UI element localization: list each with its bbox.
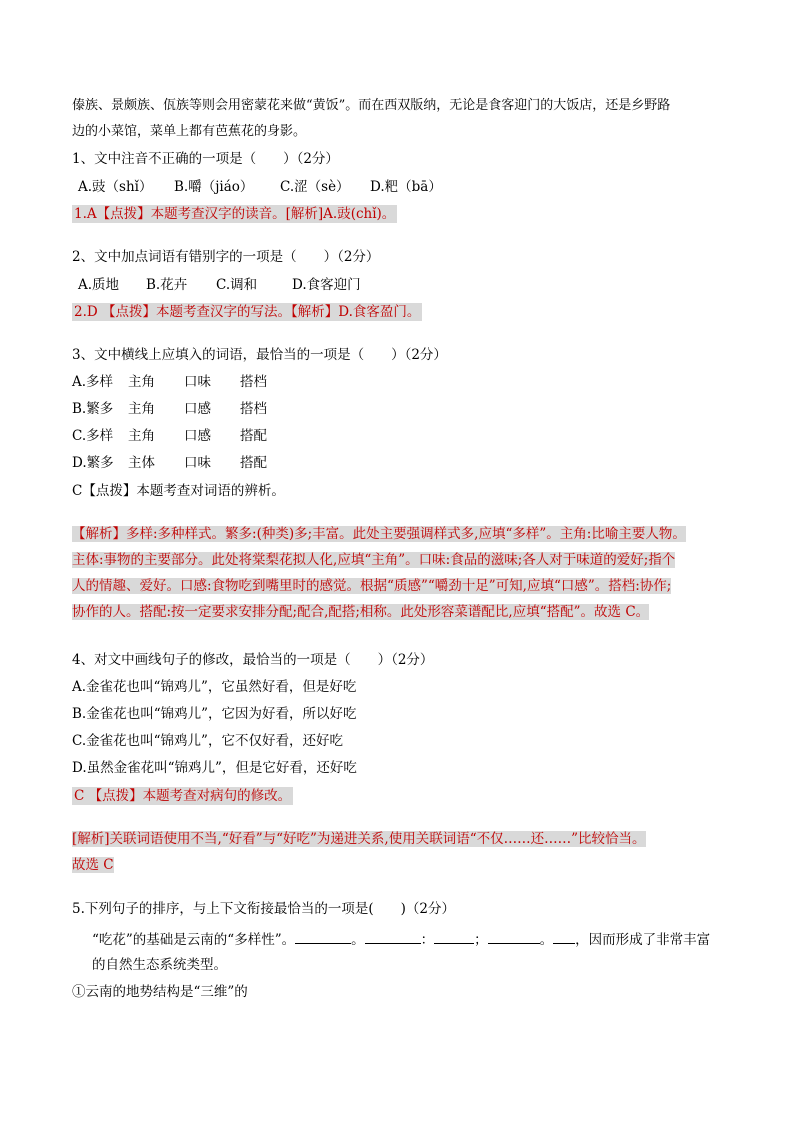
- q3-answer: C【点拨】本题考查对词语的辨析。: [72, 483, 285, 499]
- q3-a-4: 搭档: [240, 374, 267, 390]
- q3-d-1: D.繁多: [72, 455, 114, 471]
- q2-stem: 2、文中加点词语有错别字的一项是（ ）（2分）: [72, 249, 380, 265]
- q3-b-4: 搭档: [240, 401, 267, 417]
- q5-blank-3: [434, 929, 474, 944]
- q3-b-1: B.繁多: [72, 401, 114, 417]
- q3-b-3: 口感: [184, 401, 211, 417]
- q3-c-1: C.多样: [72, 428, 114, 444]
- q5-text-b: ，因而形成了非常丰富: [575, 932, 711, 948]
- q2-answer-text: 2.D 【点拨】本题考查汉字的写法。【解析】D.食客盈门。: [74, 304, 421, 320]
- q5-sep-1: 。: [351, 932, 365, 948]
- q2-option-c: C.调和: [216, 277, 258, 293]
- q3-d-3: 口味: [184, 455, 211, 471]
- q4-analysis: [72, 826, 722, 878]
- intro-line-1: 傣族、景颇族、佤族等则会用密蒙花来做“黄饭”。而在西双版纳，无论是食客迎门的大饭店，还是乡野路: [72, 98, 671, 113]
- q5-sep-2: ：: [420, 932, 435, 948]
- q3-option-c: [72, 426, 267, 446]
- q3-analysis-line-2: 主体:事物的主要部分。此处将棠梨花拟人化,应填“主角”。口味:食品的滋味;各人对于味道的爱好;指个: [72, 552, 676, 568]
- q3-a-3: 口味: [184, 374, 211, 390]
- q4-option-c: C.金雀花也叫“锦鸡儿”，它不仅好看，还好吃: [72, 733, 343, 749]
- q1-stem: 1、文中注音不正确的一项是（ ）（2分）: [72, 151, 339, 167]
- q3-analysis-line-4: 协作的人。搭配:按一定要求安排分配;配合,配搭;相称。此处形容菜谱配比,应填“搭配”。故选 C。: [72, 604, 650, 620]
- q4-answer: [72, 786, 293, 806]
- q1-answer-text: 1.A【点拨】本题考查汉字的读音。[解析]A.豉(chǐ)。: [74, 206, 396, 222]
- q5-sep-4: 。: [539, 932, 554, 948]
- q4-analysis-line-2: 故选 C: [72, 857, 114, 873]
- q3-b-2: 主角: [128, 401, 155, 417]
- q3-option-d: [72, 453, 267, 473]
- q3-c-3: 口感: [184, 428, 211, 444]
- q5-passage-line-2: 的自然生态系统类型。: [92, 957, 227, 973]
- q3-c-2: 主角: [128, 428, 155, 444]
- q1-option-c: C.涩（sè）: [280, 179, 350, 195]
- q3-d-2: 主体: [128, 455, 155, 471]
- q4-stem: 4、对文中画线句子的修改，最恰当的一项是（ ）（2分）: [72, 652, 434, 668]
- q4-option-b: B.金雀花也叫“锦鸡儿”，它因为好看，所以好吃: [72, 706, 357, 722]
- q3-d-4: 搭配: [240, 455, 267, 471]
- q3-analysis-line-1: 【解析】多样:多种样式。繁多:(种类)多;丰富。此处主要强调样式多,应填“多样”。主角:比喻主要人物。: [72, 526, 686, 542]
- q4-analysis-line-1: [解析]关联词语使用不当,“好看”与“好吃”为递进关系,使用关联词语“不仅……还……”比较恰当。: [72, 831, 646, 847]
- q5-passage-line-1: [92, 929, 710, 950]
- q5-blank-5: [553, 929, 575, 944]
- q3-option-a: [72, 372, 267, 392]
- q3-analysis: [72, 521, 722, 625]
- q4-option-a: A.金雀花也叫“锦鸡儿”，它虽然好看，但是好吃: [72, 679, 357, 695]
- q1-answer: [72, 204, 397, 224]
- q2-option-d: D.食客迎门: [292, 277, 361, 293]
- q2-options: [78, 275, 361, 295]
- q1-option-d: D.粑（bā）: [370, 179, 442, 195]
- q5-sep-3: ；: [474, 932, 488, 948]
- q2-answer: [72, 302, 422, 322]
- q5-blank-1: [295, 929, 351, 944]
- q3-c-4: 搭配: [240, 428, 267, 444]
- q3-stem: 3、文中横线上应填入的词语，最恰当的一项是（ ）（2分）: [72, 347, 447, 363]
- q5-stem: 5.下列句子的排序，与上下文衔接最恰当的一项是( )（2分）: [72, 901, 456, 917]
- q2-option-b: B.花卉: [146, 277, 188, 293]
- q5-blank-2: [365, 929, 421, 944]
- q4-answer-text: C 【点拨】本题考查对病句的修改。: [74, 788, 292, 804]
- q5-text-a: “吃花”的基础是云南的“多样性”。: [92, 932, 296, 948]
- intro-line-2: 边的小菜馆，菜单上都有芭蕉花的身影。: [72, 124, 307, 139]
- q1-options: [78, 177, 442, 197]
- q4-option-d: D.虽然金雀花叫“锦鸡儿”，但是它好看，还好吃: [72, 760, 357, 776]
- q3-option-b: [72, 399, 267, 419]
- q1-option-a: A.豉（shǐ）: [78, 179, 153, 195]
- q3-a-1: A.多样: [72, 374, 114, 390]
- q2-option-a: A.质地: [78, 277, 120, 293]
- q5-item-1: ①云南的地势结构是“三维”的: [72, 984, 248, 1000]
- q1-option-b: B.嚼（jiáo）: [174, 179, 254, 195]
- q3-analysis-line-3: 人的情趣、爱好。口感:食物吃到嘴里时的感觉。根据“质感”“嚼劲十足”可知,应填“口感”。搭档:协作;: [72, 578, 672, 594]
- q5-blank-4: [488, 929, 540, 944]
- q3-a-2: 主角: [128, 374, 155, 390]
